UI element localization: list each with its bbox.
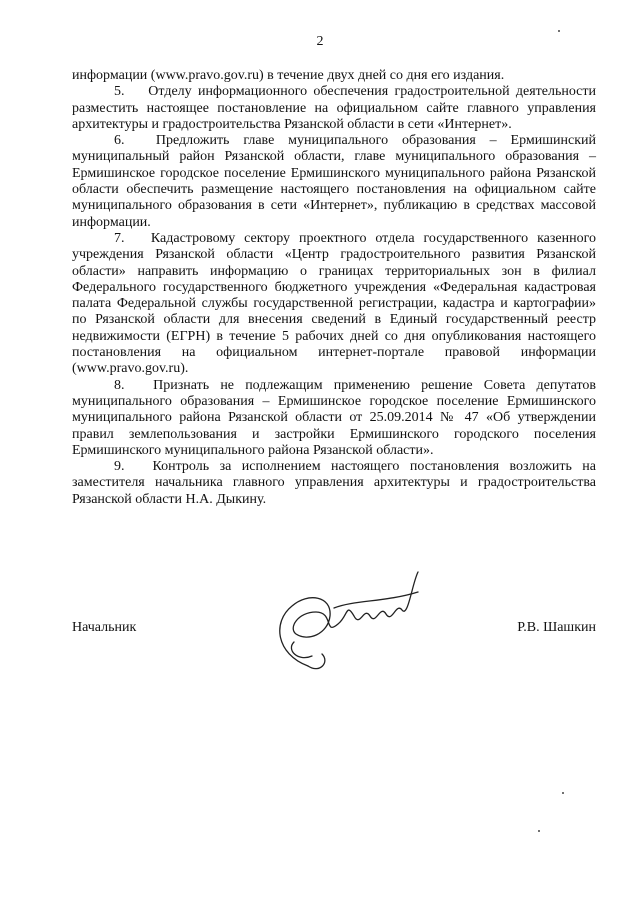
paragraph-continuation — [72, 68, 596, 84]
paragraph-5 — [72, 84, 596, 133]
paragraph-9 — [72, 459, 596, 508]
page-number: 2 — [316, 34, 324, 49]
scan-speck — [538, 830, 540, 832]
paragraph-number: 9. — [114, 459, 125, 475]
paragraph-text: Отделу информационного обеспечения градостроительной деятельности разместить настоящее постановление на официальном сайте главного управления архитектуры и градостроительства Рязанской области в сети «Интернет». — [72, 84, 597, 132]
handwritten-signature — [268, 562, 438, 682]
paragraph-number: 5. — [114, 84, 125, 100]
paragraph-text: Признать не подлежащим применению решение Совета депутатов муниципального образования – Ермишинское городское поселение Ермишинского муниципального района Рязанской области от 25.09.2014 № 47 «Об утверждении правил землепользования и застройки Ермишинского городского поселения Ермишинского муниципального района Рязанской области». — [72, 377, 597, 458]
paragraph-text: Контроль за исполнением настоящего постановления возложить на заместителя начальника главного управления архитектуры и градостроительства Рязанской области Н.А. Дыкину. — [72, 459, 597, 507]
signer-position: Начальник — [72, 620, 137, 635]
signer-name: Р.В. Шашкин — [517, 620, 596, 635]
paragraph-8 — [72, 378, 596, 459]
paragraph-number: 7. — [114, 230, 125, 246]
paragraph-text: Предложить главе муниципального образования – Ермишинский муниципальный район Рязанской области, главе муниципального образования – Ермишинское городское поселение Ермишинского муниципального района Рязанской области обеспечить размещение настоящего постановления на официальном сайте муниципального образования в сети «Интернет», публикацию в средствах массовой информации. — [72, 133, 596, 230]
scan-speck — [562, 792, 564, 794]
paragraph-number: 6. — [114, 133, 125, 149]
paragraph-number: 8. — [114, 377, 125, 393]
paragraph-7 — [72, 231, 596, 378]
paragraph-text: Кадастровому сектору проектного отдела государственного казенного учреждения Рязанской области «Центр градостроительного развития Рязанской области» направить информацию о границах территориальных зон в филиал Федерального государственного бюджетного учреждения «Федеральная кадастровая палата Федеральной службы государственной регистрации, кадастра и картографии» по Рязанской области для внесения сведений в Единый государственный реестр недвижимости (ЕГРН) в течение 5 рабочих дней со дня опубликования настоящего постановления на официальном интернет-портале правовой информации (www.pravo.gov.ru). — [72, 230, 596, 377]
paragraph-6 — [72, 133, 596, 231]
paragraph-text: информации (www.pravo.gov.ru) в течение двух дней со дня его издания. — [72, 68, 505, 83]
document-body — [72, 68, 596, 508]
scan-speck — [558, 30, 560, 32]
